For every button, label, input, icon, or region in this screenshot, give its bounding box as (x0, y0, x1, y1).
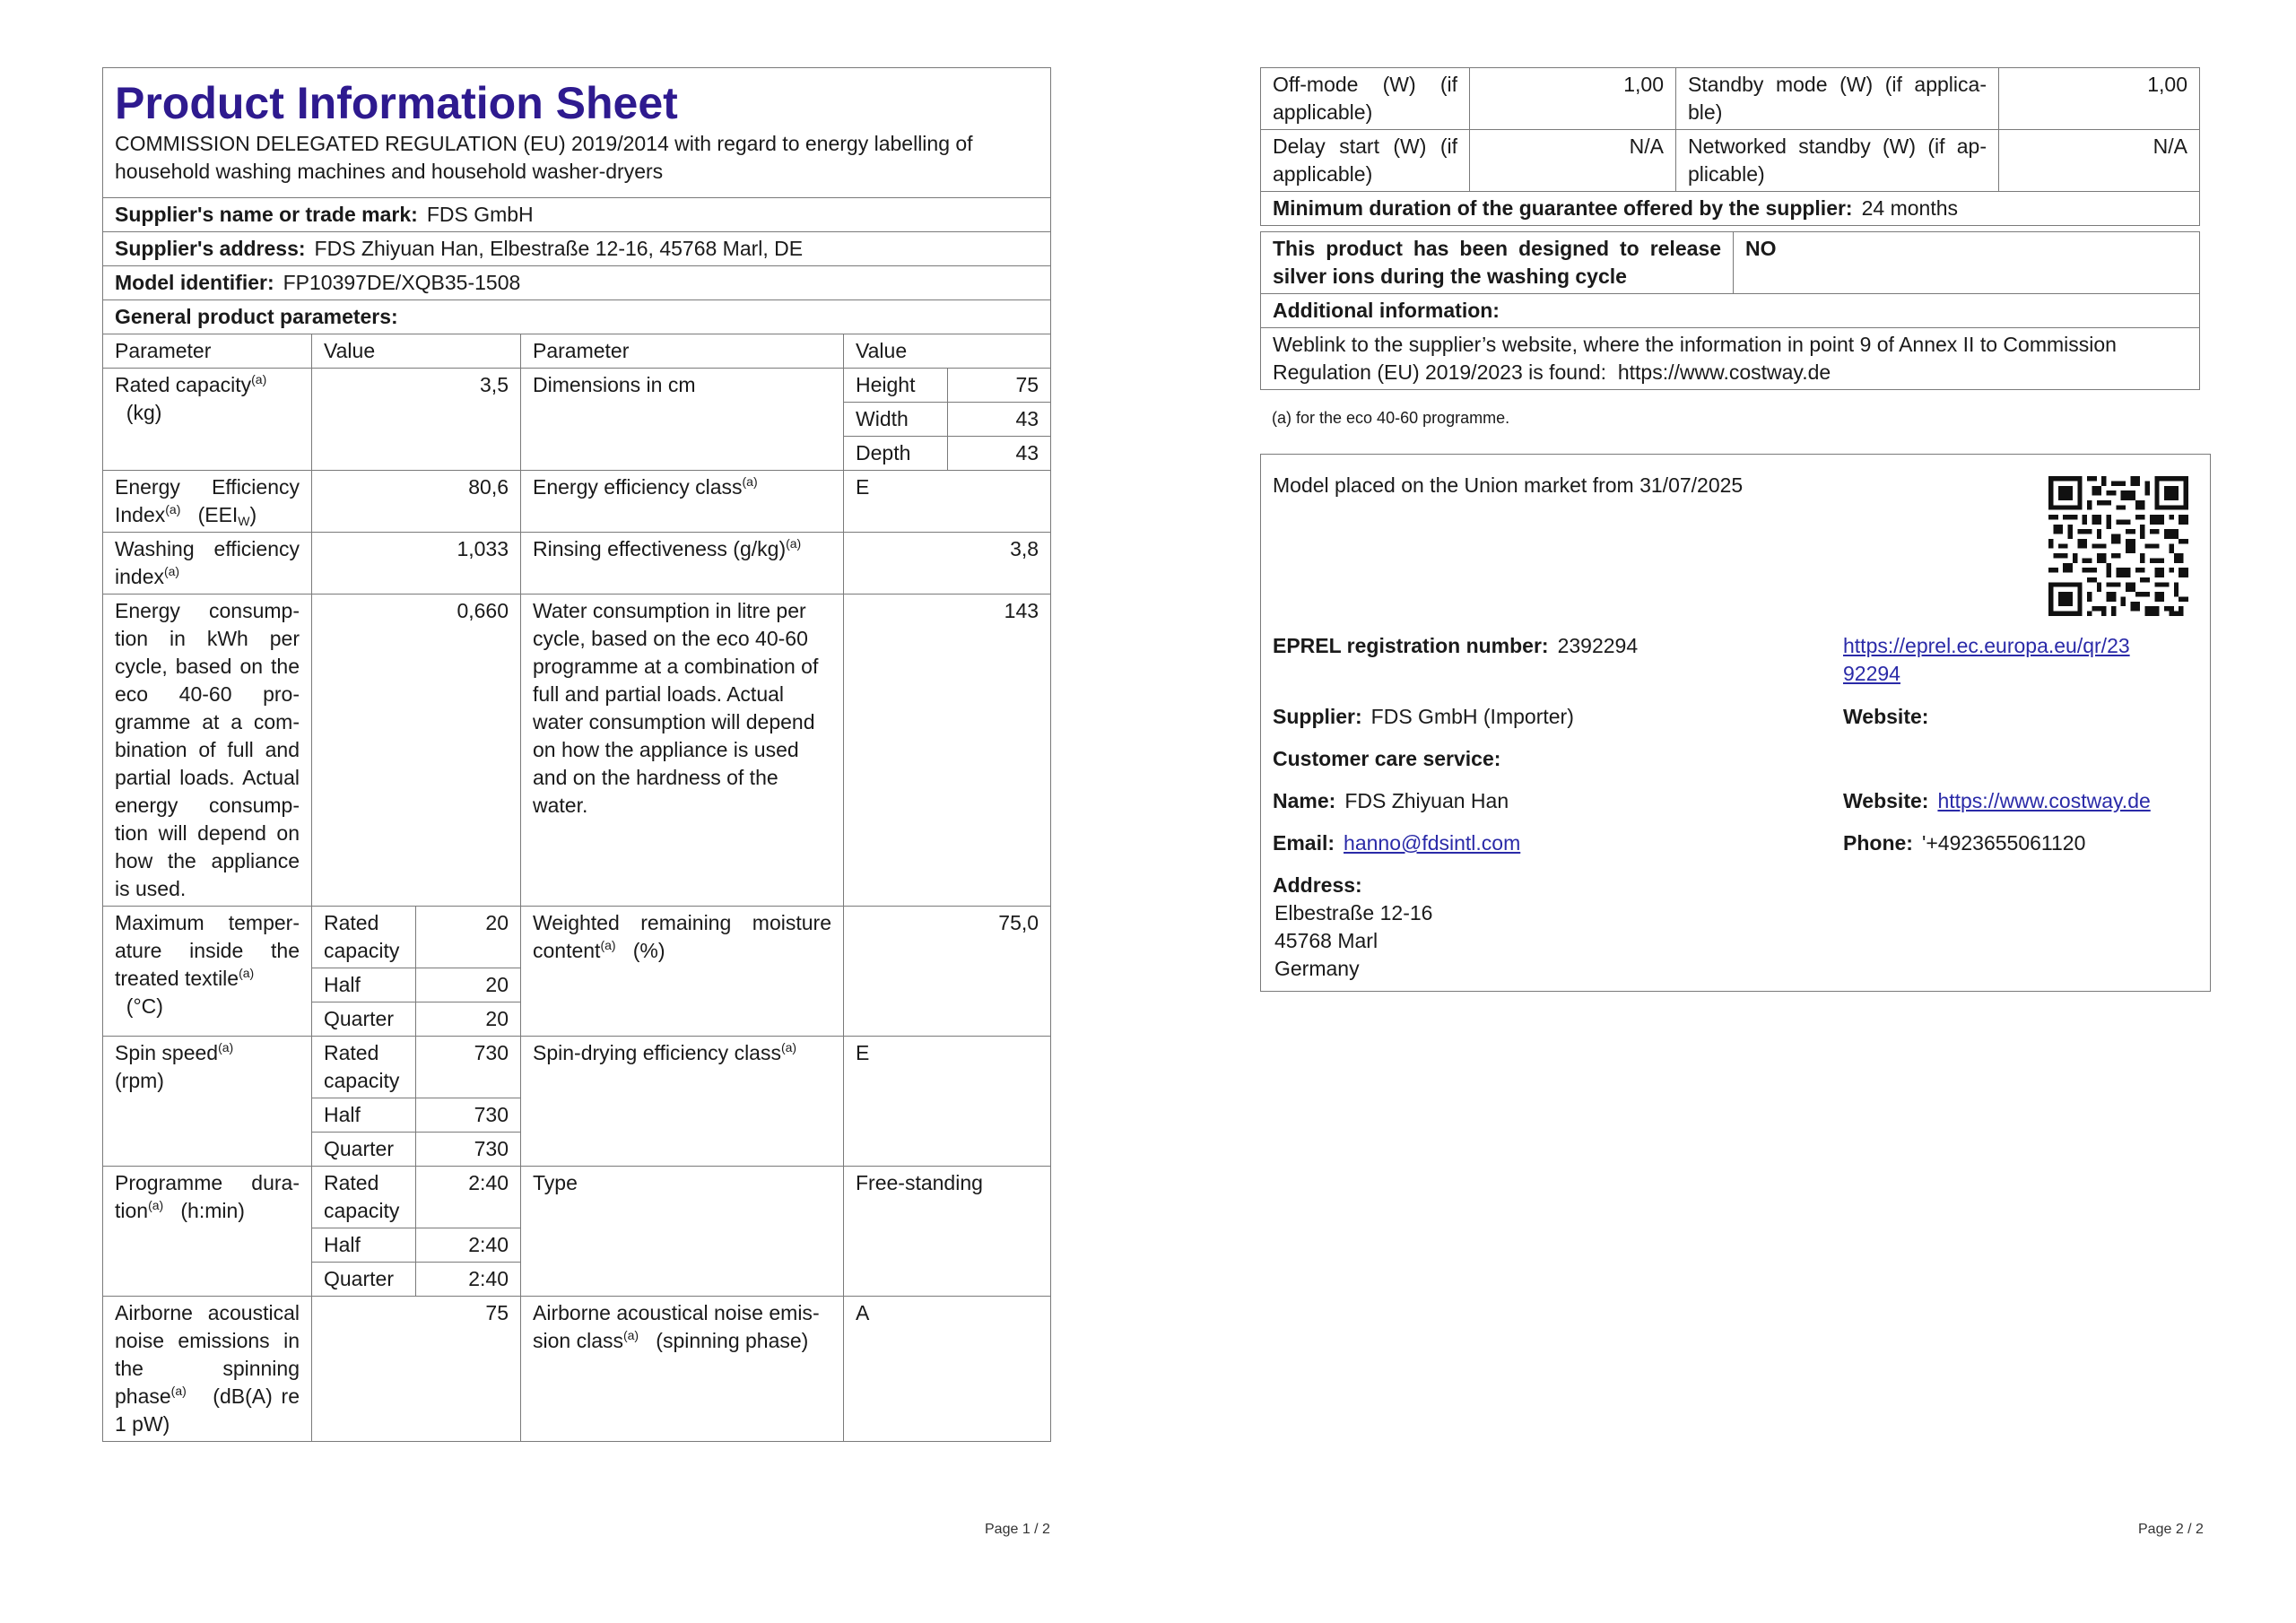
col-header-value: Value (312, 334, 521, 369)
eprel-row (1273, 632, 1638, 660)
guarantee-label: Minimum duration of the guarantee offered by the supplier: (1273, 196, 1853, 220)
supplier-address-value: FDS Zhiyuan Han, Elbestraße 12-16, 45768 Marl, DE (314, 237, 804, 260)
spin-half-value: 730 (416, 1098, 521, 1133)
water-consumption-label: Water consumption in litre per cycle, based on the eco 40-60 programme at a combination of full and partial loads. Actual water consumption will depend on how the appliance is used and on the hardness of the water. (521, 595, 844, 907)
phone-label: Phone: (1843, 831, 1913, 855)
page-number-2: Page 2 / 2 (2138, 1522, 2204, 1537)
regulation-text: COMMISSION DELEGATED REGULATION (EU) 2019/2014 with regard to energy labelling of household washing machines and household washer-dryers (115, 132, 973, 183)
energy-consumption-value: 0,660 (312, 595, 521, 907)
guarantee-value: 24 months (1861, 196, 1959, 220)
silver-ions-label: This product has been designed to release silver ions during the washing cycle (1261, 232, 1734, 294)
noise-label: Airborne acoustical noise emissions in the spinning phase$^{(a)}$ (dB(A) re 1 pW) (103, 1297, 312, 1442)
max-temp-quarter-value: 20 (416, 1002, 521, 1037)
supplier-value: FDS GmbH (Importer) (1370, 705, 1574, 728)
off-mode-label: Off-mode (W) (if applicable) (1261, 68, 1470, 130)
water-consumption-value: 143 (844, 595, 1051, 907)
website-label: Website: (1843, 705, 1929, 728)
duration-half-label: Half (312, 1228, 416, 1263)
max-temp-half-label: Half (312, 968, 416, 1002)
dimensions-label: Dimensions in cm (521, 369, 844, 471)
page-number-1: Page 1 / 2 (985, 1522, 1050, 1537)
phone-row (1843, 829, 2085, 857)
type-label: Type (521, 1167, 844, 1297)
power-modes-table (1260, 67, 2200, 226)
delay-start-label: Delay start (W) (if applicable) (1261, 130, 1470, 192)
supplier-address-row (103, 232, 1051, 266)
noise-class-label: Airborne acoustical noise emission class$^{(a)}$ (spinning phase) (521, 1297, 844, 1442)
weblink-url: https://www.costway.de (1617, 360, 1831, 384)
energy-class-value: E (844, 471, 1051, 533)
eprel-link[interactable] (1843, 632, 2130, 688)
name-label: Name: (1273, 789, 1336, 812)
width-value: 43 (948, 403, 1051, 437)
website2-row (1843, 787, 2151, 815)
spin-half-label: Half (312, 1098, 416, 1133)
networked-standby-label: Networked standby (W) (if applicable) (1676, 130, 1999, 192)
programme-duration-label: Programme duration$^{(a)}$ (h:min) (103, 1167, 312, 1297)
noise-class-value: A (844, 1297, 1051, 1442)
washing-index-value: 1,033 (312, 533, 521, 595)
eei-value: 80,6 (312, 471, 521, 533)
max-temp-half-value: 20 (416, 968, 521, 1002)
rated-capacity-label: Rated capacity$^{(a)}$ (kg) (103, 369, 312, 471)
eprel-url-line2[interactable]: 92294 (1843, 662, 1900, 685)
delay-start-value: N/A (1470, 130, 1676, 192)
col-header-value-2: Value (844, 334, 1051, 369)
eei-label: Energy Efficiency Index$^{(a)}$ $(EEI_W)$ (103, 471, 312, 533)
noise-value: 75 (312, 1297, 521, 1442)
spin-quarter-value: 730 (416, 1133, 521, 1167)
eprel-url-line1[interactable]: https://eprel.ec.europa.eu/qr/23 (1843, 634, 2130, 657)
address-line1: Elbestraße 12-16 (1274, 901, 1433, 924)
supplier-name-row (103, 198, 1051, 232)
additional-info-heading: Additional information: (1261, 294, 2200, 328)
max-temp-quarter-label: Quarter (312, 1002, 416, 1037)
depth-value: 43 (948, 437, 1051, 471)
max-temp-rated-label: Rated capacity (312, 907, 416, 968)
spin-class-label: Spin-drying efficiency class$^{(a)}$ (521, 1037, 844, 1167)
name-row (1273, 787, 1509, 815)
weblink-text: Weblink to the supplier’s website, where the information in point 9 of Annex II to Commission Regulation (EU) 2019/2023 is found: (1273, 333, 2117, 384)
page-title: Product Information Sheet (115, 78, 678, 128)
height-value: 75 (948, 369, 1051, 403)
guarantee-row (1261, 192, 2200, 226)
silver-ions-value: NO (1734, 232, 2200, 294)
col-header-parameter-2: Parameter (521, 334, 844, 369)
model-identifier-value: FP10397DE/XQB35-1508 (283, 271, 521, 294)
model-identifier-row (103, 266, 1051, 300)
qr-code-icon (2048, 476, 2188, 616)
weblink-row (1261, 328, 2200, 390)
energy-consumption-label: Energy consumption in kWh per cycle, based on the eco 40-60 programme at a combination of full and partial loads. Actual energy consumption will depend on how the appliance is used. (103, 595, 312, 907)
duration-quarter-label: Quarter (312, 1263, 416, 1297)
eprel-box (1260, 454, 2211, 992)
address-line3: Germany (1274, 957, 1360, 980)
col-header-parameter: Parameter (103, 334, 312, 369)
max-temp-label: Maximum temperature inside the treated textile$^{(a)}$ (°C) (103, 907, 312, 1037)
duration-quarter-value: 2:40 (416, 1263, 521, 1297)
header-cell (103, 68, 1051, 198)
eprel-number: 2392294 (1557, 634, 1639, 657)
supplier-address-label: Supplier's address: (115, 237, 306, 260)
rinsing-label: Rinsing effectiveness $(g/kg)^{(a)}$ (521, 533, 844, 595)
general-params-heading: General product parameters: (103, 300, 1051, 334)
website2-label: Website: (1843, 789, 1929, 812)
rinsing-value: 3,8 (844, 533, 1051, 595)
supplier-name-label: Supplier's name or trade mark: (115, 203, 418, 226)
placed-on-market: Model placed on the Union market from 31/07/2025 (1273, 473, 1744, 497)
rated-capacity-value: 3,5 (312, 369, 521, 471)
duration-rated-label: Rated capacity (312, 1167, 416, 1228)
supplier-name-value: FDS GmbH (426, 203, 534, 226)
moisture-value: 75,0 (844, 907, 1051, 1037)
duration-rated-value: 2:40 (416, 1167, 521, 1228)
type-value: Free-standing (844, 1167, 1051, 1297)
moisture-label: Weighted remaining moisture content$^{(a)}$ (%) (521, 907, 844, 1037)
spin-rated-label: Rated capacity (312, 1037, 416, 1098)
supplier-label: Supplier: (1273, 705, 1362, 728)
customer-care-heading: Customer care service: (1273, 747, 1501, 770)
silver-ions-table (1260, 231, 2200, 390)
spin-speed-label: Spin speed$^{(a)}$ (rpm) (103, 1037, 312, 1167)
eprel-label: EPREL registration number: (1273, 634, 1549, 657)
email-row (1273, 829, 1520, 857)
standby-label: Standby mode (W) (if applicable) (1676, 68, 1999, 130)
footnote: (a) for the eco 40-60 programme. (1272, 409, 1510, 427)
supplier-row (1273, 703, 1574, 731)
networked-standby-value: N/A (1999, 130, 2200, 192)
model-identifier-label: Model identifier: (115, 271, 274, 294)
spin-rated-value: 730 (416, 1037, 521, 1098)
email-link[interactable]: hanno@fdsintl.com (1344, 831, 1521, 855)
phone-value: '+4923655061120 (1921, 831, 2086, 855)
energy-class-label: Energy efficiency class$^{(a)}$ (521, 471, 844, 533)
address-label: Address: (1273, 873, 1362, 897)
address-line2: 45768 Marl (1274, 929, 1378, 952)
email-label: Email: (1273, 831, 1335, 855)
name-value: FDS Zhiyuan Han (1344, 789, 1509, 812)
width-label: Width (844, 403, 948, 437)
off-mode-value: 1,00 (1470, 68, 1676, 130)
depth-label: Depth (844, 437, 948, 471)
washing-index-label: Washing efficiency index$^{(a)}$ (103, 533, 312, 595)
spin-class-value: E (844, 1037, 1051, 1167)
website2-link[interactable]: https://www.costway.de (1937, 789, 2151, 812)
standby-value: 1,00 (1999, 68, 2200, 130)
product-info-table (102, 67, 1051, 1442)
duration-half-value: 2:40 (416, 1228, 521, 1263)
height-label: Height (844, 369, 948, 403)
max-temp-rated-value: 20 (416, 907, 521, 968)
spin-quarter-label: Quarter (312, 1133, 416, 1167)
